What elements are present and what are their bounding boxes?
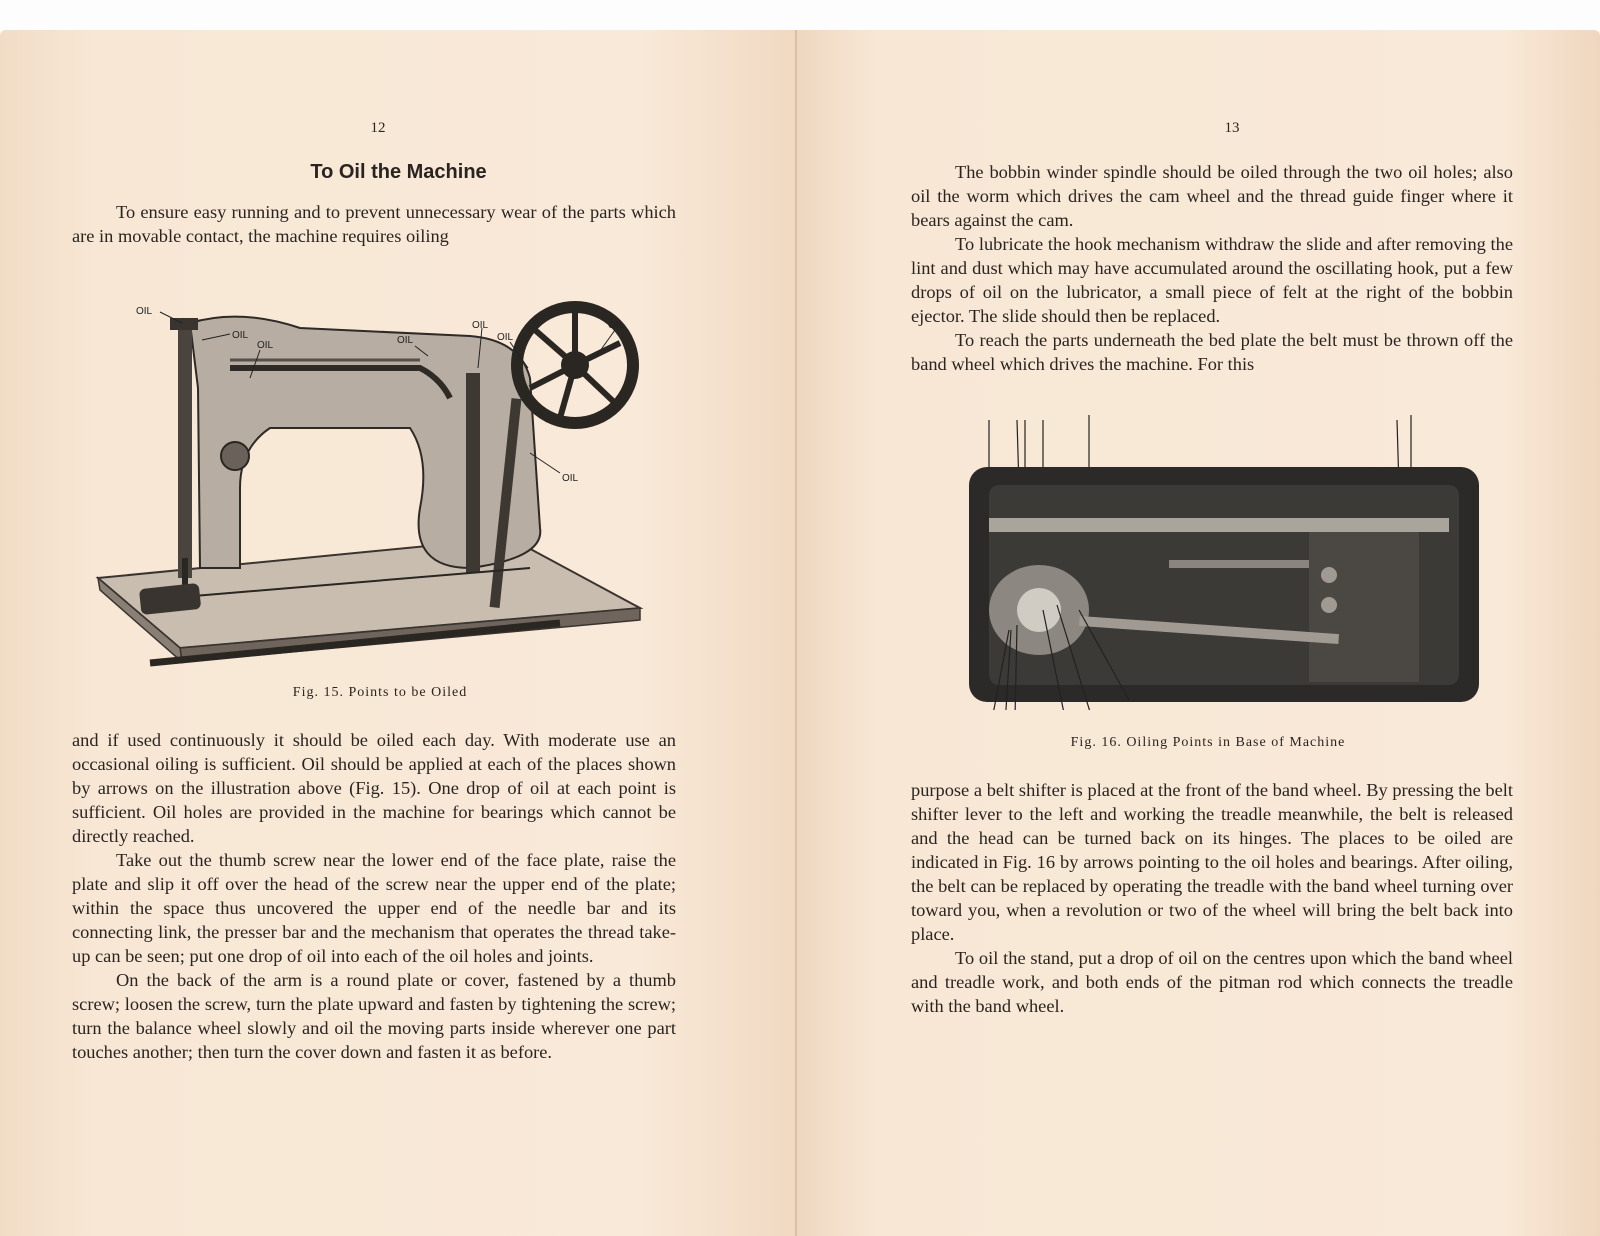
oil-label: OIL <box>562 473 579 484</box>
intro-paragraph: To ensure easy running and to prevent unnecessary wear of the parts which are in movable contact, the machine requires oiling <box>72 202 676 246</box>
body-paragraph: The bobbin winder spindle should be oiled through the two oil holes; also oil the worm which drives the cam wheel and the thread guide finger where it bears against the cam. <box>911 162 1513 230</box>
body-paragraph: purpose a belt shifter is placed at the front of the band wheel. By pressing the belt shifter lever to the left and working the treadle meanwhile, the belt is released and the head can be turned back on its hinges. The places to be oiled are indicated in Fig. 16 by arrows pointing to the oil holes and bearings. After oiling, the belt can be replaced by operating the treadle with the band wheel turning over toward you, when a revolution or two of the wheel will bring the belt back into place. <box>911 780 1513 944</box>
page-heading: To Oil the Machine <box>310 161 487 183</box>
oil-label: OIL <box>608 320 625 331</box>
oil-label: OIL <box>136 306 153 317</box>
oil-label: OIL <box>472 320 489 331</box>
body-paragraph: On the back of the arm is a round plate or cover, fastened by a thumb screw; loosen the screw, turn the plate upward and fasten by tightening the screw; turn the balance wheel slowly and oil the moving parts inside wherever one part touches another; then turn the cover down and fasten it as before. <box>72 970 676 1062</box>
left-page <box>0 30 797 1236</box>
body-paragraph: To oil the stand, put a drop of oil on the centres upon which the band wheel and treadle work, and both ends of the pitman rod which connects the treadle with the band wheel. <box>911 948 1513 1016</box>
right-page <box>797 30 1600 1236</box>
page-number-right: 13 <box>1224 120 1240 136</box>
intro-text <box>72 200 676 248</box>
machine-base-photo <box>969 410 1489 710</box>
oil-label: OIL <box>232 330 249 341</box>
left-body-text <box>72 728 676 1064</box>
oil-label: OIL <box>257 340 274 351</box>
figure-16-caption: Fig. 16. Oiling Points in Base of Machine <box>1070 735 1346 750</box>
oil-label: OIL <box>397 335 414 346</box>
body-paragraph: To lubricate the hook mechanism withdraw the slide and after removing the lint and dust which may have accumulated around the oscillating hook, put a few drops of oil on the lubricator, a small piece of felt at the right of the bobbin ejector. The slide should then be replaced. <box>911 234 1513 326</box>
body-paragraph: To reach the parts underneath the bed plate the belt must be thrown off the band wheel which drives the machine. For this <box>911 330 1513 374</box>
oil-label: OIL <box>497 332 514 343</box>
right-bottom-text <box>911 778 1513 1018</box>
right-top-text <box>911 160 1513 376</box>
figure-15-caption: Fig. 15. Points to be Oiled <box>292 685 468 700</box>
page-number-left: 12 <box>370 120 386 136</box>
body-paragraph: and if used continuously it should be oiled each day. With moderate use an occasional oiling is sufficient. Oil should be applied at each of the places shown by arrows on the illustration above (Fig. 15). One drop of oil at each point is sufficient. Oil holes are provided in the machine for bearings which cannot be directly reached. <box>72 730 676 846</box>
body-paragraph: Take out the thumb screw near the lower end of the face plate, raise the plate and slip it off over the head of the screw near the upper end of the plate; within the space thus uncovered the upper end of the needle bar and its connecting link, the presser bar and the mechanism that operates the thread take-up can be seen; put one drop of oil into each of the oil holes and joints. <box>72 850 676 966</box>
sewing-machine-illustration <box>90 268 650 680</box>
